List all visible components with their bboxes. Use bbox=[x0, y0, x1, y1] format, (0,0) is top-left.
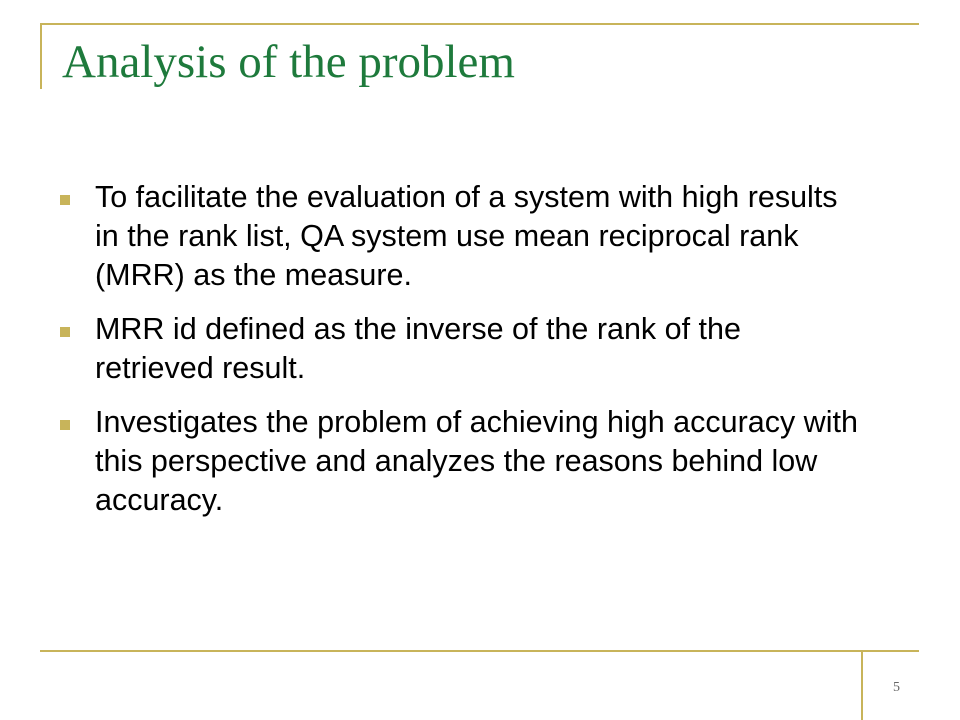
bullet-text: MRR id defined as the inverse of the rank of the retrieved result. bbox=[95, 312, 741, 385]
square-bullet-icon bbox=[60, 327, 70, 337]
square-bullet-icon bbox=[60, 195, 70, 205]
bullet-item bbox=[60, 178, 860, 295]
page-number: 5 bbox=[893, 680, 900, 695]
bullet-text: Investigates the problem of achieving high accuracy with this perspective and analyzes the reasons behind low accuracy. bbox=[95, 405, 858, 517]
bullet-list bbox=[60, 178, 860, 535]
slide-title: Analysis of the problem bbox=[62, 36, 515, 88]
square-bullet-icon bbox=[60, 420, 70, 430]
right-border-line bbox=[861, 650, 863, 720]
left-border-line bbox=[40, 23, 42, 89]
top-border-line bbox=[40, 23, 919, 25]
bullet-text: To facilitate the evaluation of a system with high results in the rank list, QA system use mean reciprocal rank (MRR) as the measure. bbox=[95, 180, 838, 292]
bullet-item bbox=[60, 310, 860, 388]
bottom-border-line bbox=[40, 650, 919, 652]
bullet-item bbox=[60, 403, 860, 520]
